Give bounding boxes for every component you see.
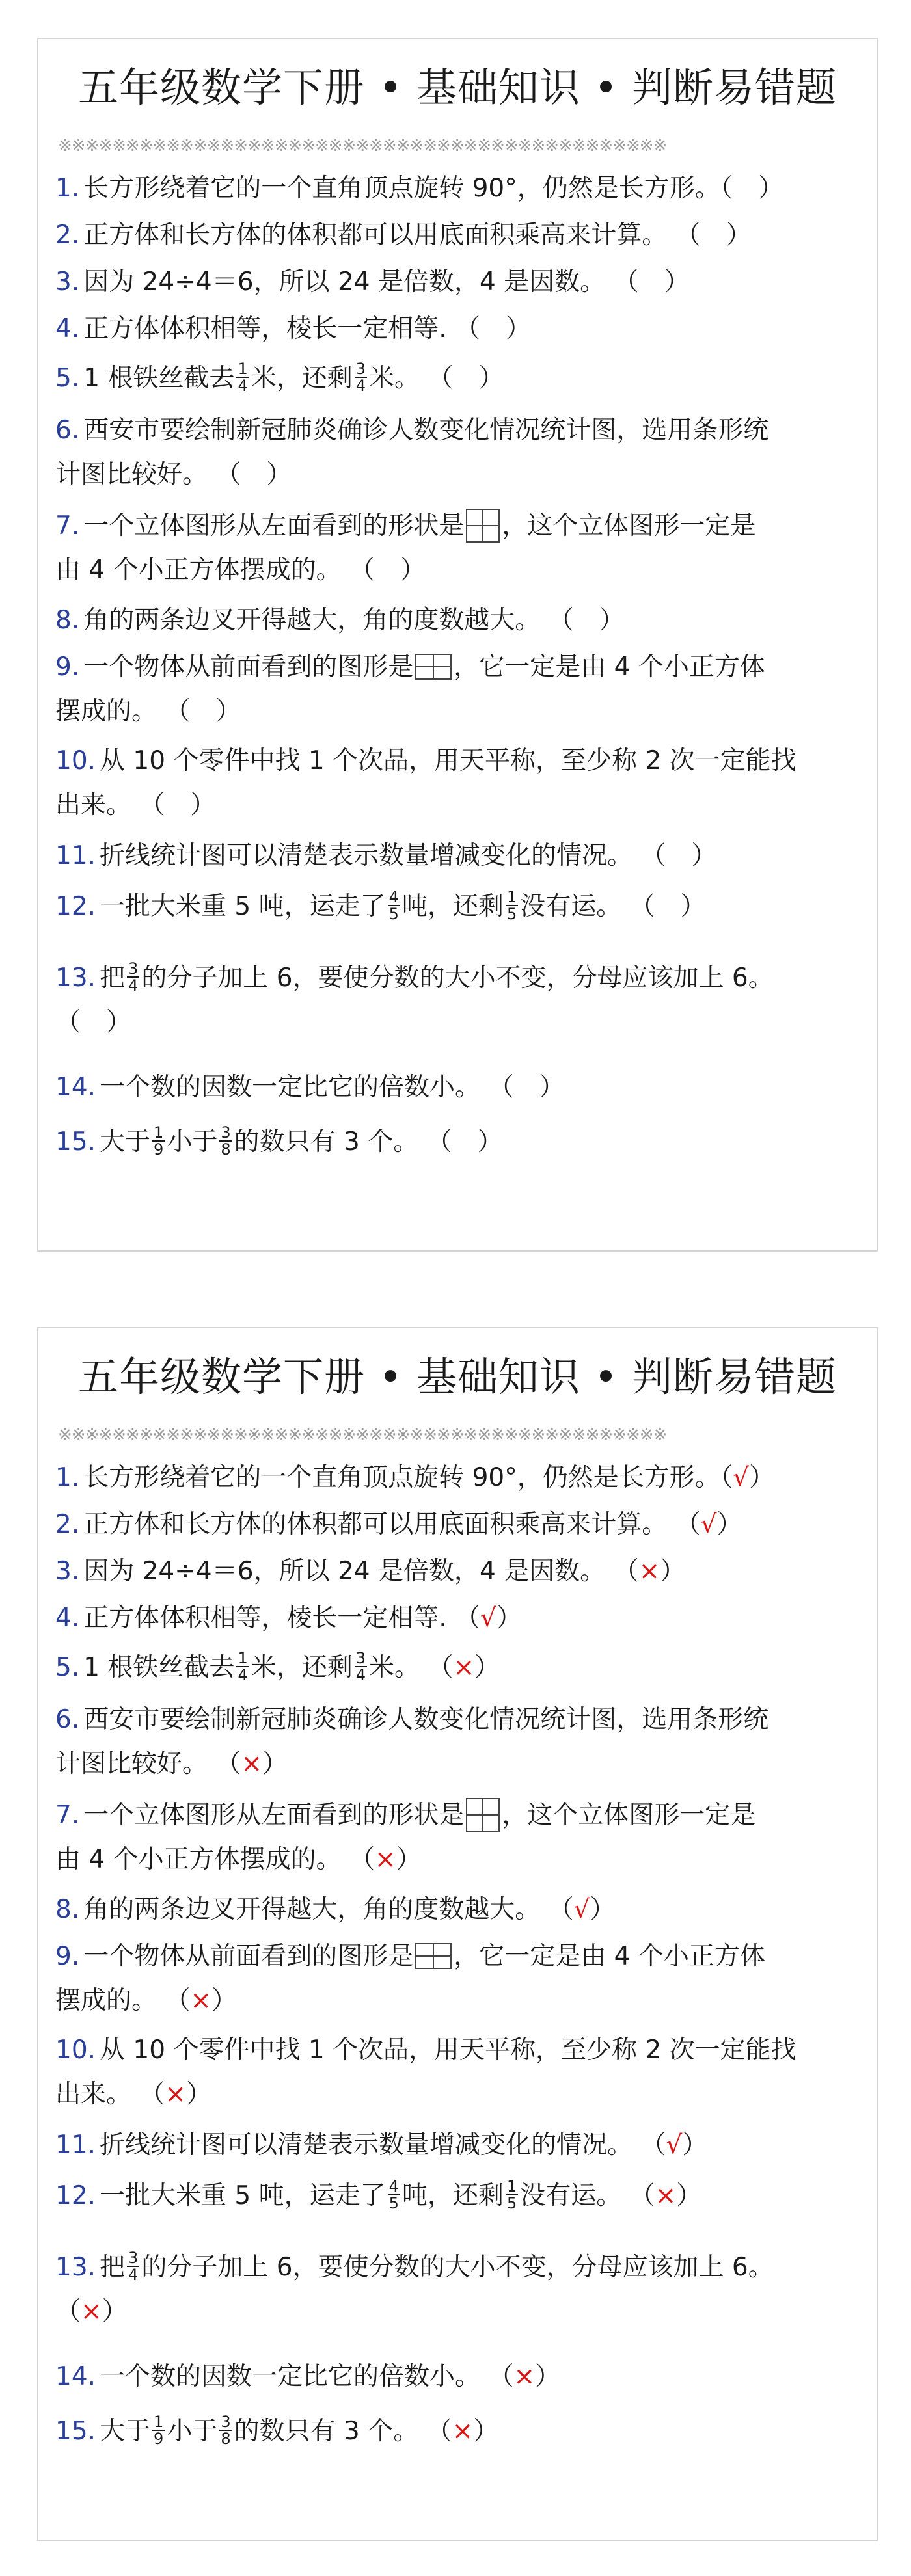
question-14: 14. 一个数的因数一定比它的倍数小。 （ ） (55, 1073, 565, 1102)
answer-mark: × (81, 2297, 102, 2326)
grid-shape-icon (466, 509, 500, 543)
answer-mark: √ (700, 1510, 717, 1539)
fraction: $\frac{1}{9}$ (154, 1123, 164, 1159)
answer-mark: √ (733, 1463, 750, 1492)
answer-mark: × (241, 1749, 263, 1778)
question-13: 13. 把 $\frac{3}{4}$ 的分子加上 6，要使分数的大小不变，分母应该加上 6。 （×） (55, 2248, 774, 2326)
question-8: 8. 角的两条边叉开得越大，角的度数越大。 （√） (55, 1895, 616, 1924)
question-2: 2. 正方体和长方体的体积都可以用底面积乘高来计算。 （ ） (55, 221, 752, 250)
grid-shape-icon (415, 1943, 452, 1969)
fraction: $\frac{4}{5}$ (388, 2177, 399, 2212)
question-15: 15. 大于 $\frac{1}{9}$ 小于 $\frac{3}{8}$ 的数只有 3 个。 （×） (55, 2412, 499, 2448)
question-8: 8. 角的两条边叉开得越大，角的度数越大。 （ ） (55, 606, 625, 635)
question-11: 11. 折线统计图可以清楚表示数量增减变化的情况。 （ ） (55, 841, 717, 870)
worksheet-title: 五年级数学下册 • 基础知识 • 判断易错题 (78, 1353, 837, 1401)
question-4: 4. 正方体体积相等，棱长一定相等. （ ） (55, 314, 532, 343)
fraction: $\frac{3}{4}$ (128, 959, 139, 995)
question-7: 7. 一个立体图形从左面看到的形状是 ，这个立体图形一定是 由 4 个小正方体摆成的。 （×） (55, 1793, 862, 1882)
answer-mark: × (190, 1986, 212, 2015)
fraction: $\frac{1}{4}$ (238, 1648, 248, 1684)
grid-shape-icon (466, 1798, 500, 1832)
fraction: $\frac{3}{8}$ (221, 2412, 231, 2448)
answer-mark: √ (573, 1895, 590, 1924)
fraction: $\frac{3}{4}$ (355, 359, 366, 395)
fraction: $\frac{1}{9}$ (154, 2412, 164, 2448)
fraction: $\frac{3}{4}$ (128, 2248, 139, 2284)
answer-mark: × (165, 2080, 187, 2109)
question-12: 12. 一批大米重 5 吨，运走了 $\frac{4}{5}$ 吨，还剩 $\frac{1}{5}$ 没有运。 （×） (55, 2177, 702, 2212)
answer-mark: √ (666, 2130, 683, 2160)
question-6: 6. 西安市要绘制新冠肺炎确诊人数变化情况统计图，选用条形统 计图比较好。 （×） (55, 1705, 769, 1778)
fraction: $\frac{1}{5}$ (506, 887, 517, 923)
answer-mark: × (655, 2181, 677, 2210)
question-11: 11. 折线统计图可以清楚表示数量增减变化的情况。 （√） (55, 2130, 708, 2160)
answer-mark: × (513, 2362, 536, 2391)
answer-mark: × (375, 1845, 396, 1874)
question-2: 2. 正方体和长方体的体积都可以用底面积乘高来计算。 （√） (55, 1510, 742, 1539)
question-9: 9. 一个物体从前面看到的图形是 ，它一定是由 4 个小正方体 摆成的。 （×） (55, 1942, 765, 2015)
answer-mark: × (452, 2417, 474, 2446)
question-3: 3. 因为 24÷4＝6，所以 24 是倍数，4 是因数。 （ ） (55, 267, 690, 297)
worksheet-answers (37, 1327, 878, 2541)
question-7: 7. 一个立体图形从左面看到的形状是 ，这个立体图形一定是 由 4 个小正方体摆成的。 （ ） (55, 504, 862, 593)
answer-mark: × (638, 1557, 660, 1586)
question-5: 5. 1 根铁丝截去 $\frac{1}{4}$ 米，还剩 $\frac{3}{4}$ 米。 （ ） (55, 359, 504, 395)
grid-shape-icon (415, 654, 452, 680)
question-10: 10. 从 10 个零件中找 1 个次品，用天平称，至少称 2 次一定能找 出来。 （ ） (55, 746, 796, 820)
worksheet-title: 五年级数学下册 • 基础知识 • 判断易错题 (78, 64, 837, 111)
worksheet-blank (37, 38, 878, 1252)
decorative-divider: ※※※※※※※※※※※※※※※※※※※※※※※※※※※※※※※※※※※※※※※※※※※※※ (58, 1426, 667, 1444)
fraction: $\frac{1}{4}$ (238, 359, 248, 395)
question-4: 4. 正方体体积相等，棱长一定相等. （√） (55, 1603, 522, 1633)
fraction: $\frac{3}{8}$ (221, 1123, 231, 1159)
answer-mark: × (453, 1653, 475, 1682)
question-1: 1. 长方形绕着它的一个直角顶点旋转 90°，仍然是长方形。（√） (55, 1463, 775, 1492)
question-3: 3. 因为 24÷4＝6，所以 24 是倍数，4 是因数。 （×） (55, 1557, 686, 1586)
question-1: 1. 长方形绕着它的一个直角顶点旋转 90°，仍然是长方形。（ ） (55, 174, 784, 203)
question-13: 13. 把 $\frac{3}{4}$ 的分子加上 6，要使分数的大小不变，分母应该加上 6。 （ ） (55, 959, 774, 1037)
answer-mark: √ (480, 1603, 496, 1633)
question-6: 6. 西安市要绘制新冠肺炎确诊人数变化情况统计图，选用条形统 计图比较好。 （ ） (55, 416, 769, 489)
fraction: $\frac{3}{4}$ (355, 1648, 366, 1684)
question-9: 9. 一个物体从前面看到的图形是 ，它一定是由 4 个小正方体 摆成的。 （ ） (55, 652, 765, 726)
fraction: $\frac{4}{5}$ (388, 887, 399, 923)
question-12: 12. 一批大米重 5 吨，运走了 $\frac{4}{5}$ 吨，还剩 $\frac{1}{5}$ 没有运。 （ ） (55, 887, 706, 923)
question-10: 10. 从 10 个零件中找 1 个次品，用天平称，至少称 2 次一定能找 出来。 （×） (55, 2035, 796, 2109)
fraction: $\frac{1}{5}$ (506, 2177, 517, 2212)
question-5: 5. 1 根铁丝截去 $\frac{1}{4}$ 米，还剩 $\frac{3}{4}$ 米。 （×） (55, 1648, 500, 1684)
question-15: 15. 大于 $\frac{1}{9}$ 小于 $\frac{3}{8}$ 的数只有 3 个。 （ ） (55, 1123, 503, 1159)
decorative-divider: ※※※※※※※※※※※※※※※※※※※※※※※※※※※※※※※※※※※※※※※※※※※※※ (58, 137, 667, 155)
question-14: 14. 一个数的因数一定比它的倍数小。 （×） (55, 2362, 561, 2391)
